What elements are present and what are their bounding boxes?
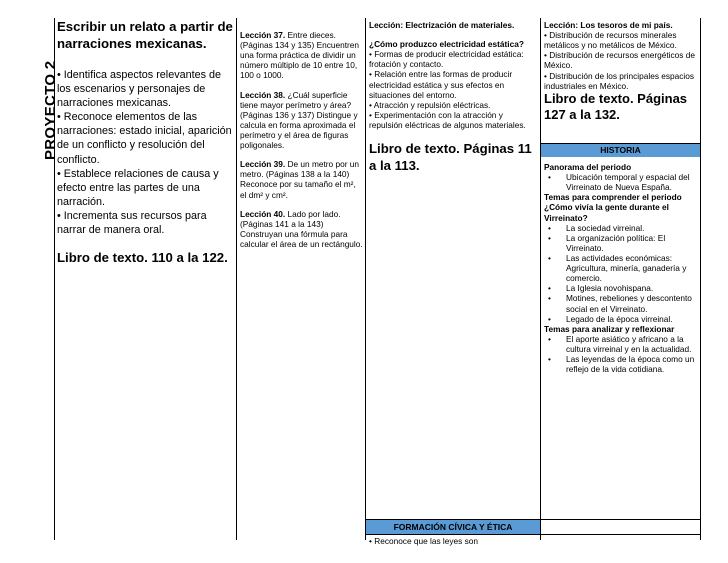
panorama-list: [544, 172, 698, 192]
table-border-right: [700, 18, 701, 540]
lesson-text: Lado por lado. (Páginas 141 a la 143) Construyan una fórmula para calcular el área de un rectángulo.: [240, 208, 363, 249]
lesson-37: [240, 30, 363, 81]
lesson-39: [240, 159, 363, 199]
analizar-list: [544, 334, 698, 374]
list-item: • El aporte asiático y africano a la cultura virreinal y en la actualidad.: [544, 334, 698, 354]
espanol-bullet: • Identifica aspectos relevantes de los escenarios y personajes de narraciones mexicanas.: [57, 69, 222, 110]
comprender-list: [544, 223, 698, 324]
ciencias-question: ¿Cómo produzco electricidad estática?: [369, 39, 524, 50]
geografia-book: Libro de texto. Páginas 127 a la 132.: [544, 90, 688, 123]
col-espanol: [57, 18, 234, 266]
ciencias-bullet: • Relación entre las formas de producir electricidad estática y sus efectos en situaciones del entorno.: [369, 69, 513, 100]
col-geografia: [544, 20, 698, 123]
historia-banner: HISTORIA: [541, 144, 700, 157]
col-ciencias: [369, 20, 537, 174]
col-matematicas: [240, 30, 363, 249]
espanol-bullet: • Incrementa sus recursos para narrar de manera oral.: [57, 209, 207, 236]
civica-row-bottom: [365, 534, 701, 535]
espanol-bullet: • Establece relaciones de causa y efecto entre las partes de una narración.: [57, 167, 219, 208]
geografia-bullet: • Distribución de recursos energéticos de México.: [544, 50, 695, 71]
column-divider-3: [540, 18, 541, 540]
lesson-head: Lección 39.: [240, 159, 286, 170]
list-item: • Ubicación temporal y espacial del Virreinato de Nueva España.: [544, 172, 698, 192]
temas-analizar-head: Temas para analizar y reflexionar: [544, 323, 675, 334]
espanol-title: Escribir un relato a partir de narraciones mexicanas.: [57, 19, 233, 52]
civica-text: • Reconoce que las leyes son: [369, 536, 478, 546]
ciencias-title: Lección: Electrización de materiales.: [369, 20, 515, 30]
lesson-40: [240, 209, 363, 249]
historia-question: ¿Cómo vivía la gente durante el Virreinato?: [544, 202, 669, 223]
list-item: • Las leyendas de la época como un reflejo de la vida cotidiana.: [544, 354, 698, 374]
lesson-text: ¿Cuál superficie tiene mayor perímetro y área? (Páginas 136 y 137) Distingue y calcula en forma aproximada el perímetro y el área de figuras poligonales.: [240, 89, 358, 151]
col-historia: [544, 162, 698, 374]
geografia-bullet: • Distribución de los principales espacios industriales en México.: [544, 70, 695, 91]
ciencias-bullet: • Formas de producir electricidad estática: frotación y contacto.: [369, 49, 524, 70]
lesson-38: [240, 90, 363, 151]
ciencias-book: Libro de texto. Páginas 11 a la 113.: [369, 141, 532, 174]
geografia-title: Lección: Los tesoros de mi país.: [544, 20, 673, 30]
espanol-bullet: • Reconoce elementos de las narraciones: estado inicial, aparición de un conflicto y resolución del conflicto.: [57, 111, 232, 166]
list-item: • Legado de la época virreinal.: [544, 314, 698, 324]
proyecto-label: PROYECTO 2: [42, 60, 59, 160]
list-item: • La sociedad virreinal.: [544, 223, 698, 233]
ciencias-bullet: • Experimentación con la atracción y repulsión eléctricas de algunos materiales.: [369, 109, 526, 130]
ciencias-bullet: • Atracción y repulsión eléctricas.: [369, 99, 491, 110]
column-divider-2: [365, 18, 366, 540]
lesson-text: Entre dieces. (Páginas 134 y 135) Encuentren una forma práctica de dividir un número múltiplo de 10 entre 10, 100 o 1000.: [240, 30, 360, 81]
list-item: • La Iglesia novohispana.: [544, 283, 698, 293]
espanol-book: Libro de texto. 110 a la 122.: [57, 249, 228, 265]
geografia-bullet: • Distribución de recursos minerales metálicos y no metálicos de México.: [544, 30, 677, 51]
civica-banner: FORMACIÓN CÍVICA Y ÉTICA: [366, 520, 540, 534]
lesson-head: Lección 38.: [240, 89, 286, 100]
list-item: • Motines, rebeliones y descontento social en el Virreinato.: [544, 293, 698, 313]
panorama-head: Panorama del periodo: [544, 162, 632, 172]
lesson-text: De un metro por un metro. (Páginas 138 a la 140) Reconoce por su tamaño el m², el dm² y cm².: [240, 159, 359, 200]
list-item: • Las actividades económicas: Agricultura, minería, ganadería y comercio.: [544, 253, 698, 283]
column-divider-1: [236, 18, 237, 540]
temas-comprender-head: Temas para comprender el periodo: [544, 192, 682, 203]
lesson-head: Lección 40.: [240, 208, 286, 219]
list-item: • La organización política: El Virreinato.: [544, 233, 698, 253]
lesson-head: Lección 37.: [240, 30, 286, 40]
